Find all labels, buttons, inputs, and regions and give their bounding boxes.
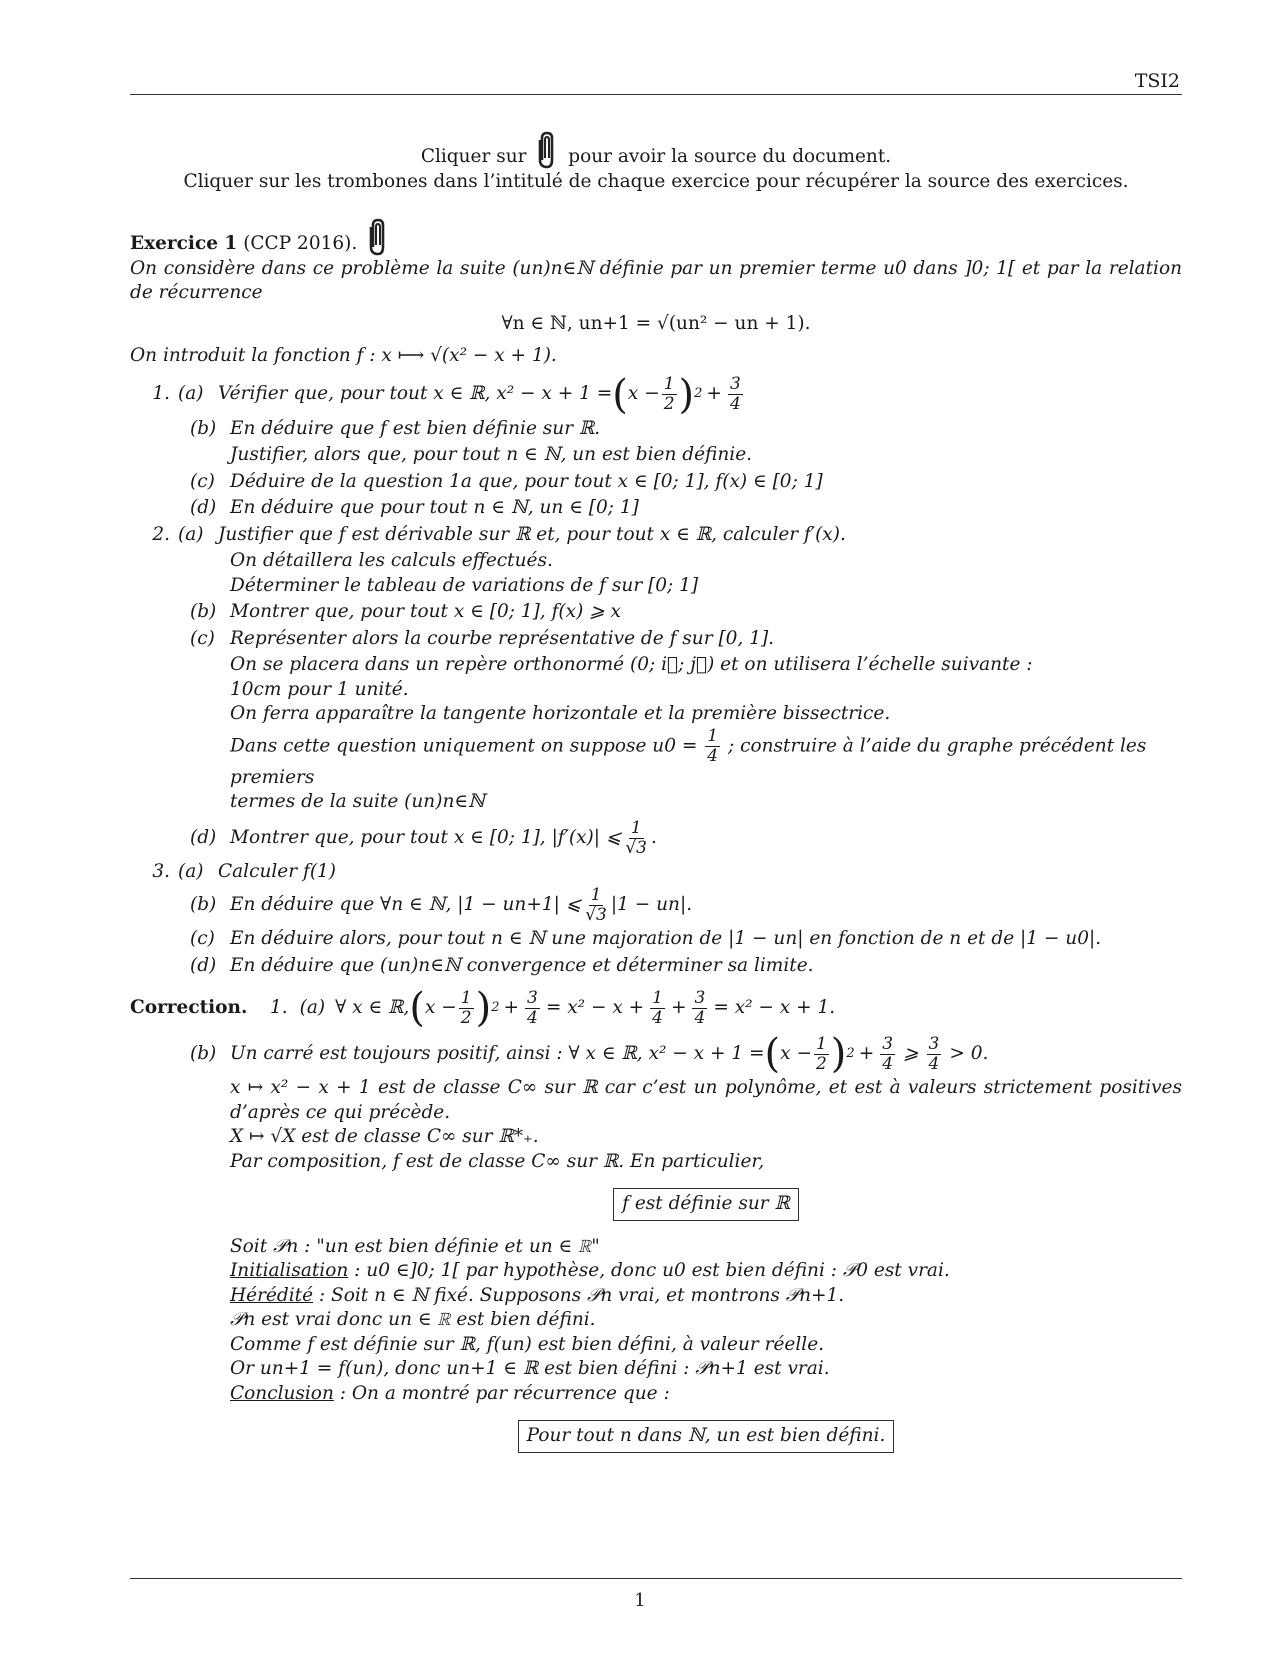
correction-1a: Correction. 1. (a) ∀ x ∈ ℝ, ( x − $\frac{1}{2}$ ) 2 + $\frac{3}{4}$ = x² − x + $\frac{1}{4}$ + $\frac{3}{4}$ = x² − x + 1. <box>130 985 836 1031</box>
q1d: (d) En déduire que pour tout n ∈ ℕ, un ∈ [0; 1] <box>190 497 639 518</box>
q1a-text: Vérifier que, pour tout x ∈ ℝ, x² − x + 1 = <box>218 383 613 405</box>
q1b: (b) En déduire que f est bien définie sur ℝ. <box>190 417 601 439</box>
intro-text-post: pour avoir la source du document. <box>568 146 892 167</box>
document-body: Cliquer sur pour avoir la source du document. Cliquer sur les trombones dans l’intitulé de chaque exercice pour récupérer la source des exercices. Exercice 1 (CCP 2016). On considère dans ce problème la suite (un)n∈ℕ définie par un premier terme u0 dans ]0; 1[ et par la relation de récurrence ∀n ∈ ℕ, un+1 = √(un² − un + 1). On introduit la fonction f : x ⟼ √(x² − x + 1). 1. (a) Vérifier que, pour tout x ∈ ℝ, x² − x + 1 = ( x − $\frac{1}{2}$ ) 2 + $\frac{3}{4}$ (b) En déduire que f est bien définie sur ℝ. Justifier, alors que, pour tout n ∈ ℕ, un est bien définie. (c) Déduire de la question 1a que, pour tout x ∈ [0; 1], f(x) ∈ [0; 1] (d) En déduire que pour tout n ∈ ℕ, un ∈ [0; 1] 2. (a) Justifier que f est dérivable sur ℝ et, pour tout x ∈ ℝ, calculer f′(x). On détaillera les calculs effectués. Déterminer le tableau de variations de f sur [0; 1] (b) Montrer que, pour tout x ∈ [0; 1], f(x) ⩾ x (c) Représenter alors la courbe représentative de f sur [0, 1]. On se placera dans un repère orthonormé (0; i⃗; j⃗) et on utilisera l’échelle suivante : 10cm pour 1 unité. On ferra apparaître la tangente horizontale et la première bissectrice. Dans cette question uniquement on suppose u0 = $\frac{1}{4}$ ; construire à l’aide du graphe précédent les premiers termes de la suite (un)n∈ℕ (d) Montrer que, pour tout x ∈ [0; 1], |f′(x)| ⩽ $\frac{1}{√3}$ . 3. (a) Calculer f(1) (b) En déduire que ∀n ∈ ℕ, |1 − un+1| ⩽ $\frac{1}{√3}$ |1 − un|. (c) En déduire alors, pour tout n ∈ ℕ une majoration de |1 − un| en fonction de n et de |1 − u0|. (d) En déduire que (un)n∈ℕ convergence et déterminer sa limite. Correction. 1. (a) ∀ x ∈ ℝ, ( x − $\frac{1}{2}$ ) 2 + $\frac{3}{4}$ = x² − x + $\frac{1}{4}$ + $\frac{3}{4}$ = x² − x + 1. (b) Un carré est toujours positif, ainsi : ∀ x ∈ ℝ, x² − x + 1 = ( x − $\frac{1}{2}$ ) 2 + $\frac{3}{4}$ ⩾ $\frac{3}{4}$ > 0. x ↦ x² − x + 1 est de classe C∞ sur ℝ car c’est un polynôme, et est à valeurs strictement positives d’après ce qui précède. X ↦ √X est de classe C∞ sur ℝ*₊. Par composition, f est de classe C∞ sur ℝ. En particulier, f est définie sur ℝ Soit 𝒫n : "un est bien définie et un ∈ ℝ" Initialisation : u0 ∈]0; 1[ par hypothèse, donc u0 est bien défini : 𝒫0 est vrai. Hérédité : Soit n ∈ ℕ fixé. Supposons 𝒫n vrai, et montrons 𝒫n+1. 𝒫n est vrai donc un ∈ ℝ est bien défini. Comme f est définie sur ℝ, f(un) est bien défini, à valeur réelle. Or un+1 = f(un), donc un+1 ∈ ℝ est bien défini : 𝒫n+1 est vrai. Conclusion : On a montré par récurrence que : Pour tout n dans ℕ, un est bien défini. <box>130 118 1182 1453</box>
correction-label: Correction. <box>130 996 248 1018</box>
q1c: (c) Déduire de la question 1a que, pour tout x ∈ [0; 1], f(x) ∈ [0; 1] <box>190 470 823 492</box>
intro-line-2: Cliquer sur les trombones dans l’intitulé de chaque exercice pour récupérer la source des exercices. <box>183 171 1129 192</box>
initialisation-line: Initialisation : u0 ∈]0; 1[ par hypothèse, donc u0 est bien défini : 𝒫0 est vrai. <box>230 1260 950 1281</box>
correction-1b: (b) Un carré est toujours positif, ainsi : ∀ x ∈ ℝ, x² − x + 1 = ( x − $\frac{1}{2}$ ) 2 + $\frac{3}{4}$ ⩾ $\frac{3}{4}$ > 0. <box>190 1031 989 1077</box>
fraction-half: $\frac{1}{2}$ <box>663 374 675 414</box>
exercise-source: (CCP 2016). <box>243 232 358 254</box>
q1-number: 1. <box>152 383 170 405</box>
q3a: 3. (a) Calculer f(1) <box>152 860 337 882</box>
footer-rule <box>130 1578 1182 1579</box>
q1b-line2: Justifier, alors que, pour tout n ∈ ℕ, un est bien définie. <box>230 444 753 465</box>
q1a: 1. (a) Vérifier que, pour tout x ∈ ℝ, x² − x + 1 = ( x − $\frac{1}{2}$ ) 2 + $\frac{3}{4}$ <box>130 375 1182 415</box>
q3d: (d) En déduire que (un)n∈ℕ convergence et déterminer sa limite. <box>190 954 814 976</box>
exercise-statement-2: On introduit la fonction f : x ⟼ √(x² − x + 1). <box>130 345 557 366</box>
page-number: 1 <box>634 1590 646 1611</box>
boxed-result-2: Pour tout n dans ℕ, un est bien défini. <box>230 1420 1182 1453</box>
q2c: (c) Représenter alors la courbe représentative de f sur [0, 1]. <box>190 627 775 649</box>
page-header <box>130 62 1182 95</box>
q2b: (b) Montrer que, pour tout x ∈ [0; 1], f(x) ⩾ x <box>190 601 621 622</box>
exercise-title: Exercice 1 <box>130 232 238 254</box>
boxed-result-1: f est définie sur ℝ <box>230 1188 1182 1221</box>
q2c-line5: Dans cette question uniquement on suppose u0 = $\frac{1}{4}$ ; construire à l’aide du graphe précédent les premiers <box>230 725 1147 788</box>
q3b: (b) En déduire que ∀n ∈ ℕ, |1 − un+1| ⩽ $\frac{1}{√3}$ |1 − un|. <box>190 885 693 925</box>
intro-text-pre: Cliquer sur <box>420 146 527 167</box>
exercise-statement-1: On considère dans ce problème la suite (un)n∈ℕ définie par un premier terme u0 dans ]0; 1[ et par la relation de récurrence <box>130 257 1182 303</box>
exercise-heading <box>130 217 1182 257</box>
header-class-label: TSI2 <box>1134 70 1180 92</box>
intro-line-1 <box>130 130 1182 170</box>
recurrence-equation: ∀n ∈ ℕ, un+1 = √(un² − un + 1). <box>501 312 811 334</box>
q1a-text-mid: x − <box>627 383 660 405</box>
q3c: (c) En déduire alors, pour tout n ∈ ℕ une majoration de |1 − un| en fonction de n et de |1 − u0|. <box>190 928 1102 949</box>
paperclip-icon[interactable] <box>536 130 558 170</box>
q2d: (d) Montrer que, pour tout x ∈ [0; 1], |f′(x)| ⩽ $\frac{1}{√3}$ . <box>190 817 657 858</box>
fraction-three-quarters: $\frac{3}{4}$ <box>729 374 741 414</box>
q1a-letter: (a) <box>178 383 204 405</box>
paperclip-icon[interactable] <box>367 217 389 257</box>
conclusion-line: Conclusion : On a montré par récurrence que : <box>230 1382 670 1404</box>
q2a: 2. (a) Justifier que f est dérivable sur ℝ et, pour tout x ∈ ℝ, calculer f′(x). <box>152 523 846 545</box>
heredite-line: Hérédité : Soit n ∈ ℕ fixé. Supposons 𝒫n vrai, et montrons 𝒫n+1. <box>230 1284 845 1306</box>
